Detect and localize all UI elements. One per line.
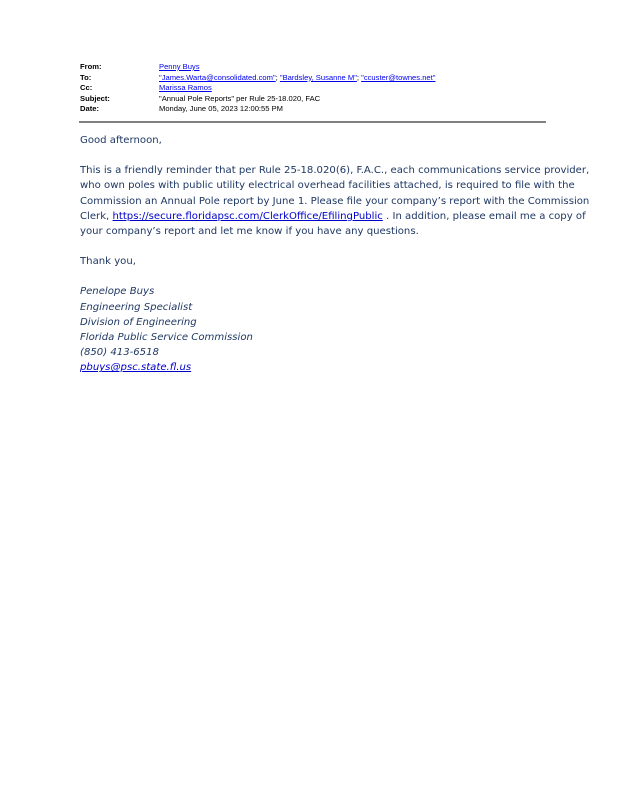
greeting: Good afternoon,	[80, 135, 162, 146]
to-row	[80, 73, 546, 84]
to-recipient-link[interactable]: "James.Warta@consolidated.com"	[159, 72, 276, 82]
cc-row	[80, 83, 546, 94]
cc-recipient-link[interactable]: Marissa Ramos	[159, 83, 212, 93]
body-line: your company’s report and let me know if you have any questions.	[80, 226, 419, 238]
to-label: To:	[80, 72, 92, 82]
body-line	[80, 209, 586, 224]
recipient-separator: ;	[275, 72, 280, 82]
email-header	[80, 62, 546, 115]
signature-title: Engineering Specialist	[80, 301, 193, 313]
body-line: This is a friendly reminder that per Rule 25-18.020(6), F.A.C., each communications service provider,	[80, 165, 590, 177]
subject-row	[80, 94, 546, 105]
signature-email-link[interactable]: pbuys@psc.state.fl.us	[80, 362, 192, 374]
body-line: Commission an Annual Pole report by June 1. Please file your company’s report with the Commission	[80, 195, 590, 207]
to-recipient-link[interactable]: "ccuster@townes.net"	[361, 72, 436, 82]
date-value: Monday, June 05, 2023 12:00:55 PM	[159, 104, 283, 114]
subject-value: "Annual Pole Reports" per Rule 25-18.020, FAC	[159, 93, 321, 103]
from-label: From:	[80, 62, 102, 71]
line-suffix: . In addition, please email me a copy of	[382, 210, 586, 222]
email-body	[80, 133, 590, 376]
body-line: who own poles with public utility electrical overhead facilities attached, is required to file with the	[80, 180, 575, 192]
from-row	[80, 62, 546, 73]
subject-label: Subject:	[80, 93, 110, 103]
recipient-separator: ;	[356, 72, 362, 82]
signature-phone: (850) 413-6518	[80, 347, 159, 359]
cc-label: Cc:	[80, 83, 93, 93]
line-prefix: Clerk,	[80, 210, 113, 222]
from-sender-link[interactable]: Penny Buys	[159, 62, 200, 71]
efiling-link[interactable]: https://secure.floridapsc.com/ClerkOffice/EfilingPublic	[112, 210, 383, 222]
to-recipient-link[interactable]: "Bardsley, Susanne M"	[279, 72, 357, 82]
date-row	[80, 104, 546, 115]
signature-organization: Florida Public Service Commission	[80, 332, 253, 344]
signature-name: Penelope Buys	[80, 286, 155, 298]
header-divider	[79, 121, 546, 123]
signature-division: Division of Engineering	[80, 316, 197, 328]
closing: Thank you,	[80, 256, 136, 268]
date-label: Date:	[80, 104, 99, 114]
signature-block	[80, 284, 550, 375]
